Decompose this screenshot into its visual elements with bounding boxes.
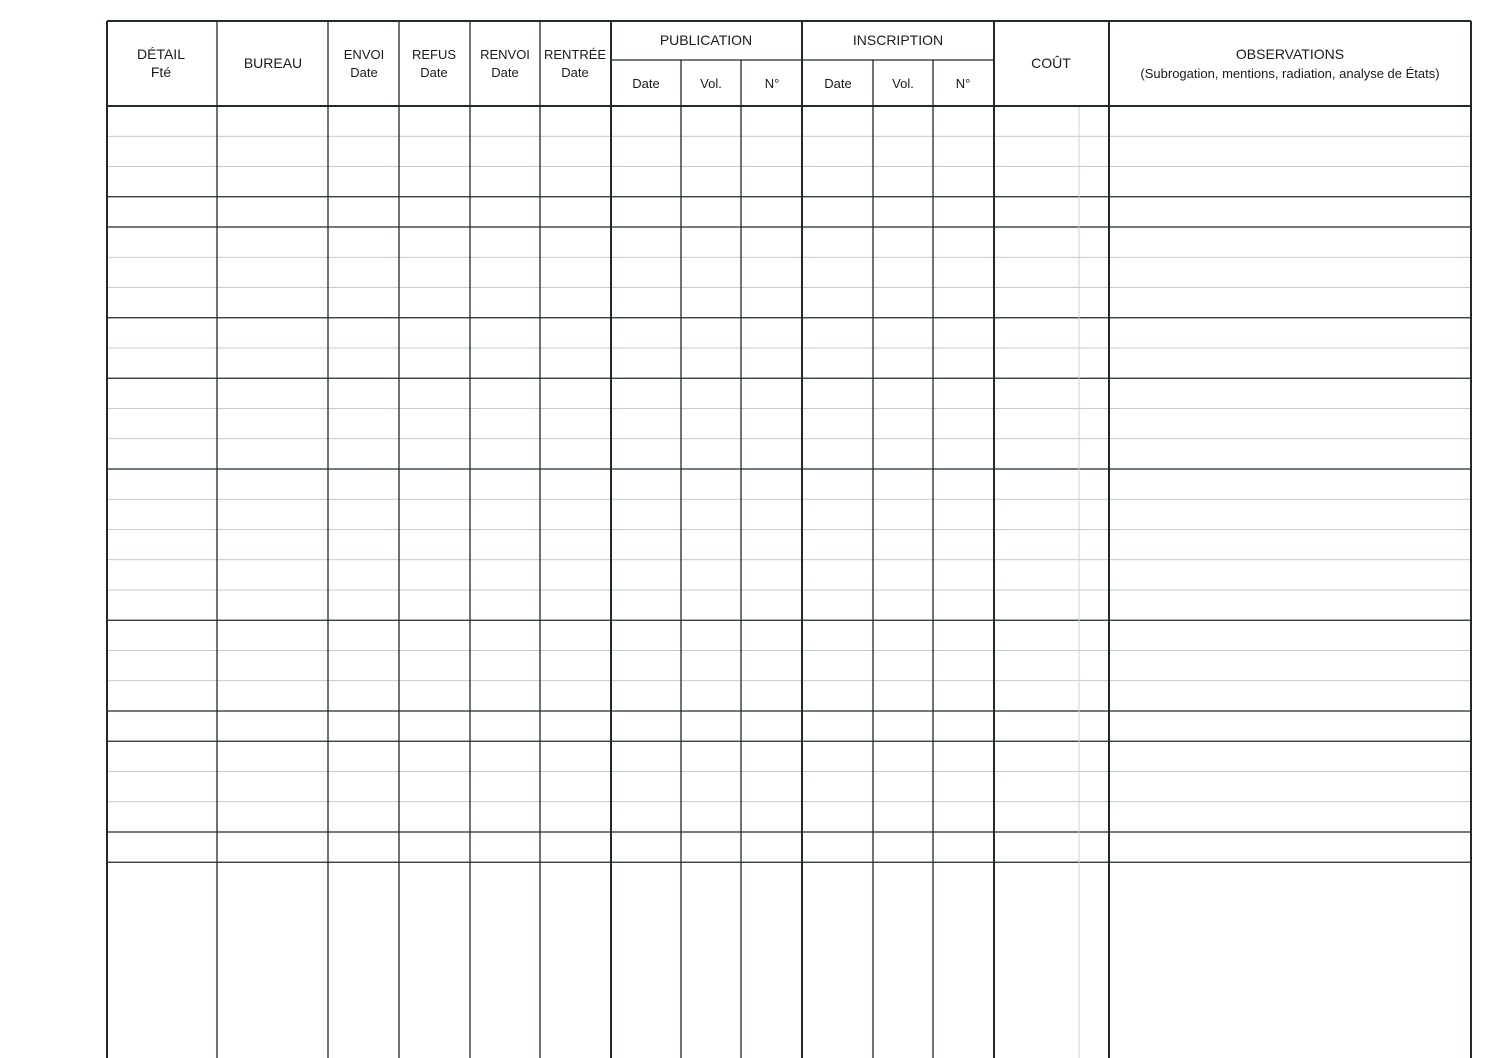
table-ruling — [107, 21, 1471, 1058]
col-inscription-num-label: N° — [955, 76, 971, 91]
col-publication-label: PUBLICATION — [659, 32, 753, 48]
col-observations-label: OBSERVATIONS — [1235, 46, 1345, 62]
col-refus-sublabel: Date — [420, 65, 448, 80]
col-cout-label: COÛT — [1031, 55, 1071, 71]
col-detail-label: DÉTAIL — [137, 46, 185, 62]
col-inscription-date-label: Date — [824, 76, 852, 91]
col-detail-sublabel: Fté — [150, 64, 172, 80]
col-bureau-label: BUREAU — [243, 55, 303, 71]
col-rentree-label: RENTRÉE — [543, 47, 607, 62]
col-renvoi-sublabel: Date — [491, 65, 519, 80]
col-observations-sublabel: (Subrogation, mentions, radiation, analyse de États) — [1140, 66, 1440, 81]
col-publication-date-label: Date — [632, 76, 660, 91]
col-envoi-sublabel: Date — [350, 65, 378, 80]
col-inscription-label: INSCRIPTION — [852, 32, 944, 48]
col-envoi-label: ENVOI — [343, 47, 385, 62]
table-header — [137, 32, 1440, 91]
col-publication-vol-label: Vol. — [700, 76, 722, 91]
col-renvoi-label: RENVOI — [480, 47, 530, 62]
col-publication-num-label: N° — [764, 76, 780, 91]
col-inscription-vol-label: Vol. — [892, 76, 914, 91]
col-rentree-sublabel: Date — [561, 65, 589, 80]
col-refus-label: REFUS — [411, 47, 457, 62]
